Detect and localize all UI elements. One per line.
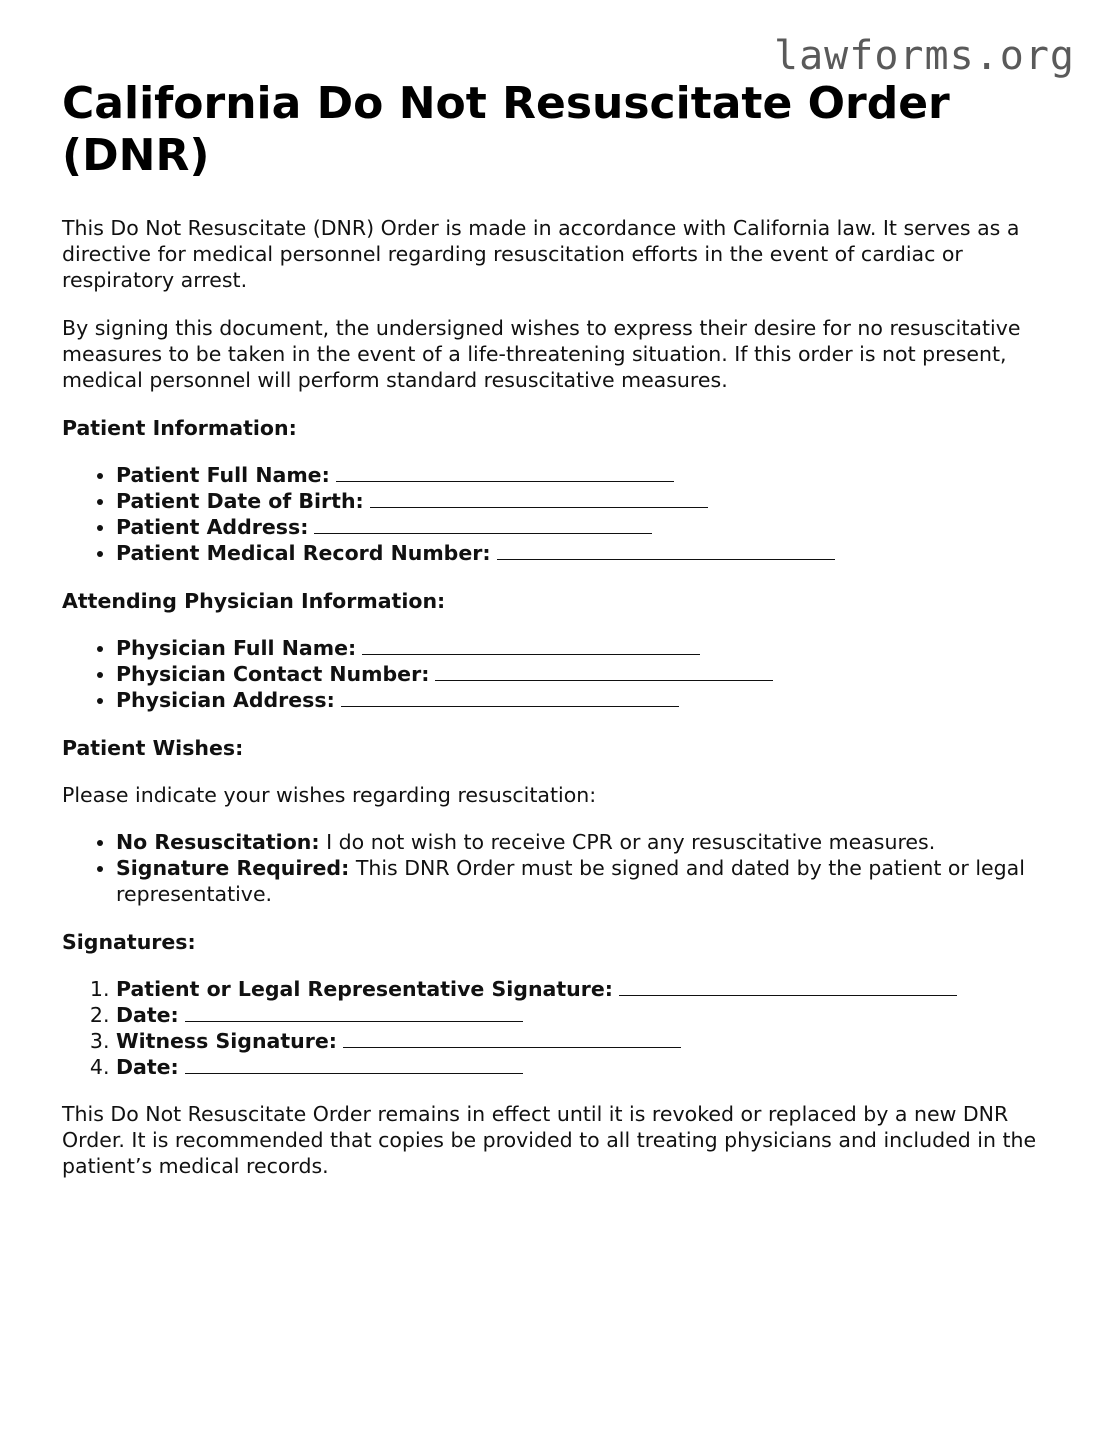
witness-signature-item xyxy=(116,1028,1052,1054)
patient-mrn-item xyxy=(116,540,1052,566)
patient-dob-field[interactable] xyxy=(370,489,708,508)
wishes-list xyxy=(62,829,1052,907)
intro-paragraph-1: This Do Not Resuscitate (DNR) Order is made in accordance with California law. It serves as a directive for medical personnel regarding resuscitation efforts in the event of cardiac or respiratory arrest. xyxy=(62,216,1020,292)
wishes-prompt: Please indicate your wishes regarding resuscitation: xyxy=(62,783,597,807)
patient-signature-date-field[interactable] xyxy=(185,1003,523,1022)
physician-address-field[interactable] xyxy=(341,688,679,707)
patient-wishes-heading: Patient Wishes: xyxy=(62,736,244,760)
signatures-heading: Signatures: xyxy=(62,930,196,954)
document-title: California Do Not Resuscitate Order (DNR) xyxy=(62,78,950,181)
patient-address-field[interactable] xyxy=(314,515,652,534)
patient-full-name-field[interactable] xyxy=(336,463,674,482)
physician-info-heading: Attending Physician Information: xyxy=(62,589,446,613)
wish-label: No Resuscitation: xyxy=(116,830,320,854)
patient-dob-item xyxy=(116,488,1052,514)
field-label: Patient Medical Record Number: xyxy=(116,541,491,565)
field-label: Patient Address: xyxy=(116,515,309,539)
field-label: Physician Full Name: xyxy=(116,636,357,660)
witness-signature-field[interactable] xyxy=(343,1029,681,1048)
signatures-list xyxy=(62,976,1052,1080)
physician-contact-item xyxy=(116,661,1052,687)
closing-paragraph: This Do Not Resuscitate Order remains in effect until it is revoked or replaced by a new DNR Order. It is recommended that copies be provided to all treating physicians and included in the patient’s medical records. xyxy=(62,1102,1037,1178)
patient-address-item xyxy=(116,514,1052,540)
witness-date-field[interactable] xyxy=(185,1055,523,1074)
field-label: Witness Signature: xyxy=(116,1029,337,1053)
document-body xyxy=(62,78,1052,1179)
field-label: Date: xyxy=(116,1055,179,1079)
patient-mrn-field[interactable] xyxy=(497,541,835,560)
wish-label: Signature Required: xyxy=(116,856,350,880)
patient-signature-field[interactable] xyxy=(619,977,957,996)
physician-address-item xyxy=(116,687,1052,713)
physician-contact-field[interactable] xyxy=(435,662,773,681)
physician-info-list xyxy=(62,635,1052,713)
intro-paragraph-2: By signing this document, the undersigned wishes to express their desire for no resuscitative measures to be taken in the event of a life-threatening situation. If this order is not present, medical personnel will perform standard resuscitative measures. xyxy=(62,316,1021,392)
field-label: Date: xyxy=(116,1003,179,1027)
physician-full-name-field[interactable] xyxy=(362,636,700,655)
patient-info-list xyxy=(62,462,1052,566)
field-label: Patient or Legal Representative Signature: xyxy=(116,977,613,1001)
patient-full-name-item xyxy=(116,462,1052,488)
physician-full-name-item xyxy=(116,635,1052,661)
field-label: Patient Date of Birth: xyxy=(116,489,364,513)
field-label: Physician Contact Number: xyxy=(116,662,430,686)
wish-signature-required xyxy=(116,855,1052,907)
wish-text: I do not wish to receive CPR or any resuscitative measures. xyxy=(319,830,936,854)
signature-date-item xyxy=(116,1002,1052,1028)
site-watermark: lawforms.org xyxy=(774,33,1075,79)
witness-date-item xyxy=(116,1054,1052,1080)
wish-no-resuscitation xyxy=(116,829,1052,855)
wish-text: This DNR Order must be signed and dated by the patient or legal representative. xyxy=(116,856,1025,906)
field-label: Physician Address: xyxy=(116,688,335,712)
field-label: Patient Full Name: xyxy=(116,463,330,487)
patient-info-heading: Patient Information: xyxy=(62,416,297,440)
signature-patient-item xyxy=(116,976,1052,1002)
